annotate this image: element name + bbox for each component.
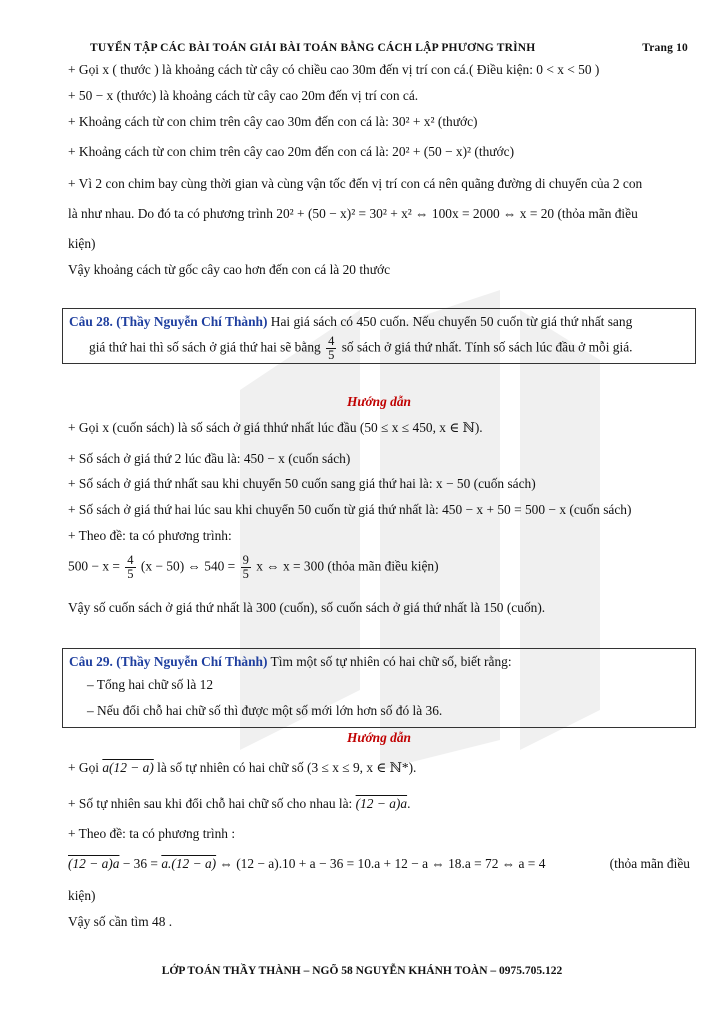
question-28-text-1: Hai giá sách có 450 cuốn. Nếu chuyển 50 cuốn từ giá thứ nhất sang (267, 314, 633, 329)
eq-part-b: (x − 50) ⇔ 540 = (140, 558, 236, 574)
q28-line-1: + Gọi x (cuốn sách) là số sách ở giá thhứ nhất lúc đầu (50 ≤ x ≤ 450, x ∈ ℕ). (68, 420, 483, 435)
intro-line-4: + Khoảng cách từ con chim trên cây cao 20m đến con cá là: 20² + (50 − x)² (thước) (68, 144, 515, 159)
question-29-box (62, 648, 696, 728)
eq-fraction-2: $\frac{9}{5}$ (242, 553, 249, 581)
q29-line-3: + Theo đề: ta có phương trình : (68, 826, 236, 841)
page-footer: LỚP TOÁN THẦY THÀNH – NGÕ 58 NGUYỄN KHÁNH TOÀN – 0975.705.122 (161, 965, 563, 977)
eq-part-a: 500 − x = (68, 558, 120, 574)
intro-line-1: + Gọi x ( thước ) là khoảng cách từ cây có chiều cao 30m đến vị trí con cá.( Điều kiện: 0 < x < 50 ) (68, 62, 600, 77)
intro-line-5: + Vì 2 con chim bay cùng thời gian và cùng vận tốc đến vị trí con cá nên quãng đường di chuyển của 2 con (68, 176, 643, 191)
eq-fraction-1: $\frac{4}{5}$ (127, 553, 134, 581)
q29-conclusion: Vậy số cần tìm 48 . (68, 914, 173, 929)
overline-number-1: a(12 − a) (102, 760, 154, 775)
q29-equation-cont: kiện) (68, 888, 96, 903)
question-29-text: Tìm một số tự nhiên có hai chữ số, biết rằng: (267, 654, 512, 669)
header-page-number: Trang 10 (642, 42, 688, 54)
question-29-condition-2: – Nếu đổi chỗ hai chữ số thì được một số mới lớn hơn số đó là 36. (87, 703, 443, 718)
q29-line-1: + Gọi a(12 − a) là số tự nhiên có hai chữ số (3 ≤ x ≤ 9, x ∈ ℕ*). (68, 760, 417, 775)
overline-number-2: (12 − a)a (355, 796, 408, 811)
intro-conclusion: Vậy khoảng cách từ gốc cây cao hơn đến con cá là 20 thước (68, 262, 391, 277)
question-28-label: Câu 28. (Thầy Nguyễn Chí Thành) (69, 314, 268, 329)
q28-line-2: + Số sách ở giá thứ 2 lúc đầu là: 450 − x (cuốn sách) (68, 451, 351, 466)
fraction-four-fifths: $\frac{4}{5}$ (328, 334, 335, 362)
eq-part-c: x ⇔ x = 300 (thỏa mãn điều kiện) (256, 558, 439, 574)
question-29-label: Câu 29. (Thầy Nguyễn Chí Thành) (69, 654, 268, 669)
question-28-text-2b: số sách ở giá thứ nhất. Tính số sách lúc đầu ở mỗi giá. (341, 339, 633, 355)
q28-line-3: + Số sách ở giá thứ nhất sau khi chuyển 50 cuốn sang giá thứ hai là: x − 50 (cuốn sách) (68, 476, 536, 491)
intro-line-3: + Khoảng cách từ con chim trên cây cao 30m đến con cá là: 30² + x² (thước) (68, 114, 478, 129)
question-28-guide-heading: Hướng dẫn (347, 394, 411, 409)
q28-line-5: + Theo đề: ta có phương trình: (68, 528, 232, 543)
intro-line-2: + 50 − x (thước) là khoảng cách từ cây cao 20m đến vị trí con cá. (68, 88, 419, 103)
question-29-condition-1: – Tổng hai chữ số là 12 (87, 677, 214, 692)
intro-line-7: kiện) (68, 236, 96, 251)
q28-line-4: + Số sách ở giá thứ hai lúc sau khi chuyển 50 cuốn từ giá thứ nhất là: 450 − x + 50 = 500 − x (cuốn sách) (68, 502, 632, 517)
question-29-guide-heading: Hướng dẫn (347, 730, 411, 745)
q28-equation (68, 554, 690, 581)
header-title: TUYỂN TẬP CÁC BÀI TOÁN GIẢI BÀI TOÁN BẰNG CÁCH LẬP PHƯƠNG TRÌNH (90, 42, 536, 54)
q29-equation: (12 − a)a − 36 = a.(12 − a) ⇔ (12 − a).10 + a − 36 = 10.a + 12 − a ⇔ 18.a = 72 ⇔ a = 4 (thỏa mãn điều (68, 856, 690, 871)
intro-line-6: là như nhau. Do đó ta có phương trình 20² + (50 − x)² = 30² + x² ⇔ 100x = 2000 ⇔ x = 20 (thỏa mãn điều (68, 206, 638, 221)
question-28-box (62, 308, 696, 364)
q29-line-2: + Số tự nhiên sau khi đổi chỗ hai chữ số cho nhau là: (12 − a)a. (68, 796, 411, 811)
q28-conclusion: Vậy số cuốn sách ở giá thứ nhất là 300 (cuốn), số cuốn sách ở giá thứ nhất là 150 (cuốn). (68, 600, 546, 615)
question-28-text-2a: giá thứ hai thì số sách ở giá thứ hai sẽ bằng (89, 339, 321, 355)
